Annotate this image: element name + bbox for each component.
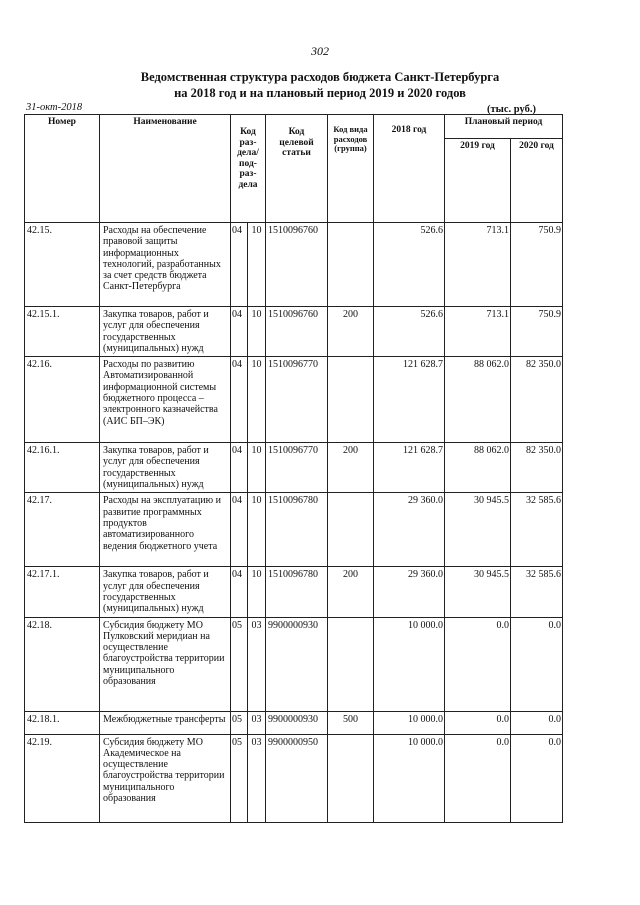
row-type-code	[328, 223, 374, 307]
row-subsection: 10	[248, 567, 266, 617]
row-subsection: 03	[248, 711, 266, 734]
row-value-2018: 526.6	[374, 223, 445, 307]
row-name: Закупка товаров, работ и услуг для обеспечения государственных (муниципальных) нужд	[100, 307, 231, 357]
row-target-code: 9900000950	[266, 734, 328, 822]
row-section: 05	[231, 617, 248, 711]
table-body	[25, 223, 563, 823]
row-type-code	[328, 357, 374, 443]
row-subsection: 10	[248, 307, 266, 357]
header-row	[25, 115, 563, 139]
row-target-code: 1510096770	[266, 357, 328, 443]
row-target-code: 9900000930	[266, 617, 328, 711]
header-target-code	[266, 115, 328, 223]
row-number: 42.15.	[25, 223, 100, 307]
row-number: 42.17.	[25, 493, 100, 567]
row-section: 04	[231, 493, 248, 567]
row-name: Межбюджетные трансферты	[100, 711, 231, 734]
row-section: 04	[231, 443, 248, 493]
row-target-code: 1510096770	[266, 443, 328, 493]
row-value-2019: 30 945.5	[445, 567, 511, 617]
row-type-code	[328, 734, 374, 822]
header-2020: 2020 год	[511, 139, 563, 223]
row-name: Субсидия бюджету МО Академическое на осуществление благоустройства территории муниципального образования	[100, 734, 231, 822]
row-type-code: 500	[328, 711, 374, 734]
row-subsection: 10	[248, 493, 266, 567]
row-value-2018: 29 360.0	[374, 493, 445, 567]
table-row	[25, 493, 563, 567]
row-value-2020: 82 350.0	[511, 357, 563, 443]
row-name: Расходы на обеспечение правовой защиты информационных технологий, разработанных за счет средств бюджета Санкт-Петербурга	[100, 223, 231, 307]
row-value-2018: 10 000.0	[374, 617, 445, 711]
row-subsection: 03	[248, 617, 266, 711]
row-section: 04	[231, 223, 248, 307]
row-type-code: 200	[328, 443, 374, 493]
row-value-2019: 713.1	[445, 307, 511, 357]
row-target-code: 1510096760	[266, 223, 328, 307]
row-target-code: 1510096780	[266, 567, 328, 617]
header-number: Номер	[25, 115, 100, 223]
row-type-code	[328, 617, 374, 711]
row-target-code: 1510096780	[266, 493, 328, 567]
row-number: 42.16.1.	[25, 443, 100, 493]
row-value-2020: 32 585.6	[511, 567, 563, 617]
row-value-2020: 0.0	[511, 617, 563, 711]
row-target-code: 9900000930	[266, 711, 328, 734]
row-section: 04	[231, 357, 248, 443]
row-value-2018: 526.6	[374, 307, 445, 357]
row-type-code: 200	[328, 307, 374, 357]
row-value-2019: 0.0	[445, 711, 511, 734]
row-subsection: 10	[248, 357, 266, 443]
document-title	[0, 69, 640, 101]
units-label: (тыс. руб.)	[487, 104, 536, 115]
row-value-2019: 713.1	[445, 223, 511, 307]
row-subsection: 10	[248, 443, 266, 493]
row-value-2020: 0.0	[511, 711, 563, 734]
row-section: 05	[231, 734, 248, 822]
row-number: 42.18.1.	[25, 711, 100, 734]
row-value-2018: 121 628.7	[374, 443, 445, 493]
row-section: 04	[231, 567, 248, 617]
row-value-2018: 121 628.7	[374, 357, 445, 443]
row-value-2020: 750.9	[511, 307, 563, 357]
table-row	[25, 617, 563, 711]
table-row	[25, 711, 563, 734]
row-section: 04	[231, 307, 248, 357]
row-value-2020: 0.0	[511, 734, 563, 822]
row-number: 42.15.1.	[25, 307, 100, 357]
row-name: Закупка товаров, работ и услуг для обеспечения государственных (муниципальных) нужд	[100, 567, 231, 617]
row-value-2018: 10 000.0	[374, 734, 445, 822]
row-value-2020: 82 350.0	[511, 443, 563, 493]
budget-table	[24, 114, 563, 823]
row-target-code: 1510096760	[266, 307, 328, 357]
table-row	[25, 357, 563, 443]
row-type-code	[328, 493, 374, 567]
table-row	[25, 307, 563, 357]
row-section: 05	[231, 711, 248, 734]
document-date: 31-окт-2018	[26, 102, 83, 113]
page-number: 302	[311, 44, 329, 58]
row-value-2018: 29 360.0	[374, 567, 445, 617]
row-number: 42.19.	[25, 734, 100, 822]
row-value-2019: 0.0	[445, 734, 511, 822]
row-value-2019: 30 945.5	[445, 493, 511, 567]
row-value-2020: 32 585.6	[511, 493, 563, 567]
row-name: Субсидия бюджету МО Пулковский меридиан на осуществление благоустройства территории муниципального образования	[100, 617, 231, 711]
title-line-2: на 2018 год и на плановый период 2019 и 2020 годов	[174, 86, 466, 100]
header-2018: 2018 год	[374, 115, 445, 223]
header-name: Наименование	[100, 115, 231, 223]
row-number: 42.16.	[25, 357, 100, 443]
row-type-code: 200	[328, 567, 374, 617]
header-section-code	[231, 115, 266, 223]
row-number: 42.18.	[25, 617, 100, 711]
title-line-1: Ведомственная структура расходов бюджета Санкт-Петербурга	[140, 70, 500, 84]
header-type-code-text: Код вида расходов (группа)	[333, 124, 368, 153]
row-value-2019: 88 062.0	[445, 443, 511, 493]
table-row	[25, 567, 563, 617]
row-value-2020: 750.9	[511, 223, 563, 307]
row-number: 42.17.1.	[25, 567, 100, 617]
row-value-2019: 0.0	[445, 617, 511, 711]
row-name: Закупка товаров, работ и услуг для обеспечения государственных (муниципальных) нужд	[100, 443, 231, 493]
header-plan-period: Плановый период	[445, 115, 563, 139]
row-name: Расходы на эксплуатацию и развитие программных продуктов автоматизированного ведения бюджетного учета	[100, 493, 231, 567]
header-type-code	[328, 115, 374, 223]
table-row	[25, 223, 563, 307]
row-subsection: 03	[248, 734, 266, 822]
row-subsection: 10	[248, 223, 266, 307]
header-target-code-text: Код целевой статьи	[279, 127, 314, 158]
row-value-2019: 88 062.0	[445, 357, 511, 443]
row-value-2018: 10 000.0	[374, 711, 445, 734]
header-2019: 2019 год	[445, 139, 511, 223]
table-row	[25, 734, 563, 822]
table-row	[25, 443, 563, 493]
row-name: Расходы по развитию Автоматизированной информационной системы бюджетного процесса – электронного казначейства (АИС БП–ЭК)	[100, 357, 231, 443]
header-section-code-text: Код раз-дела/ под-раз-дела	[237, 127, 259, 190]
